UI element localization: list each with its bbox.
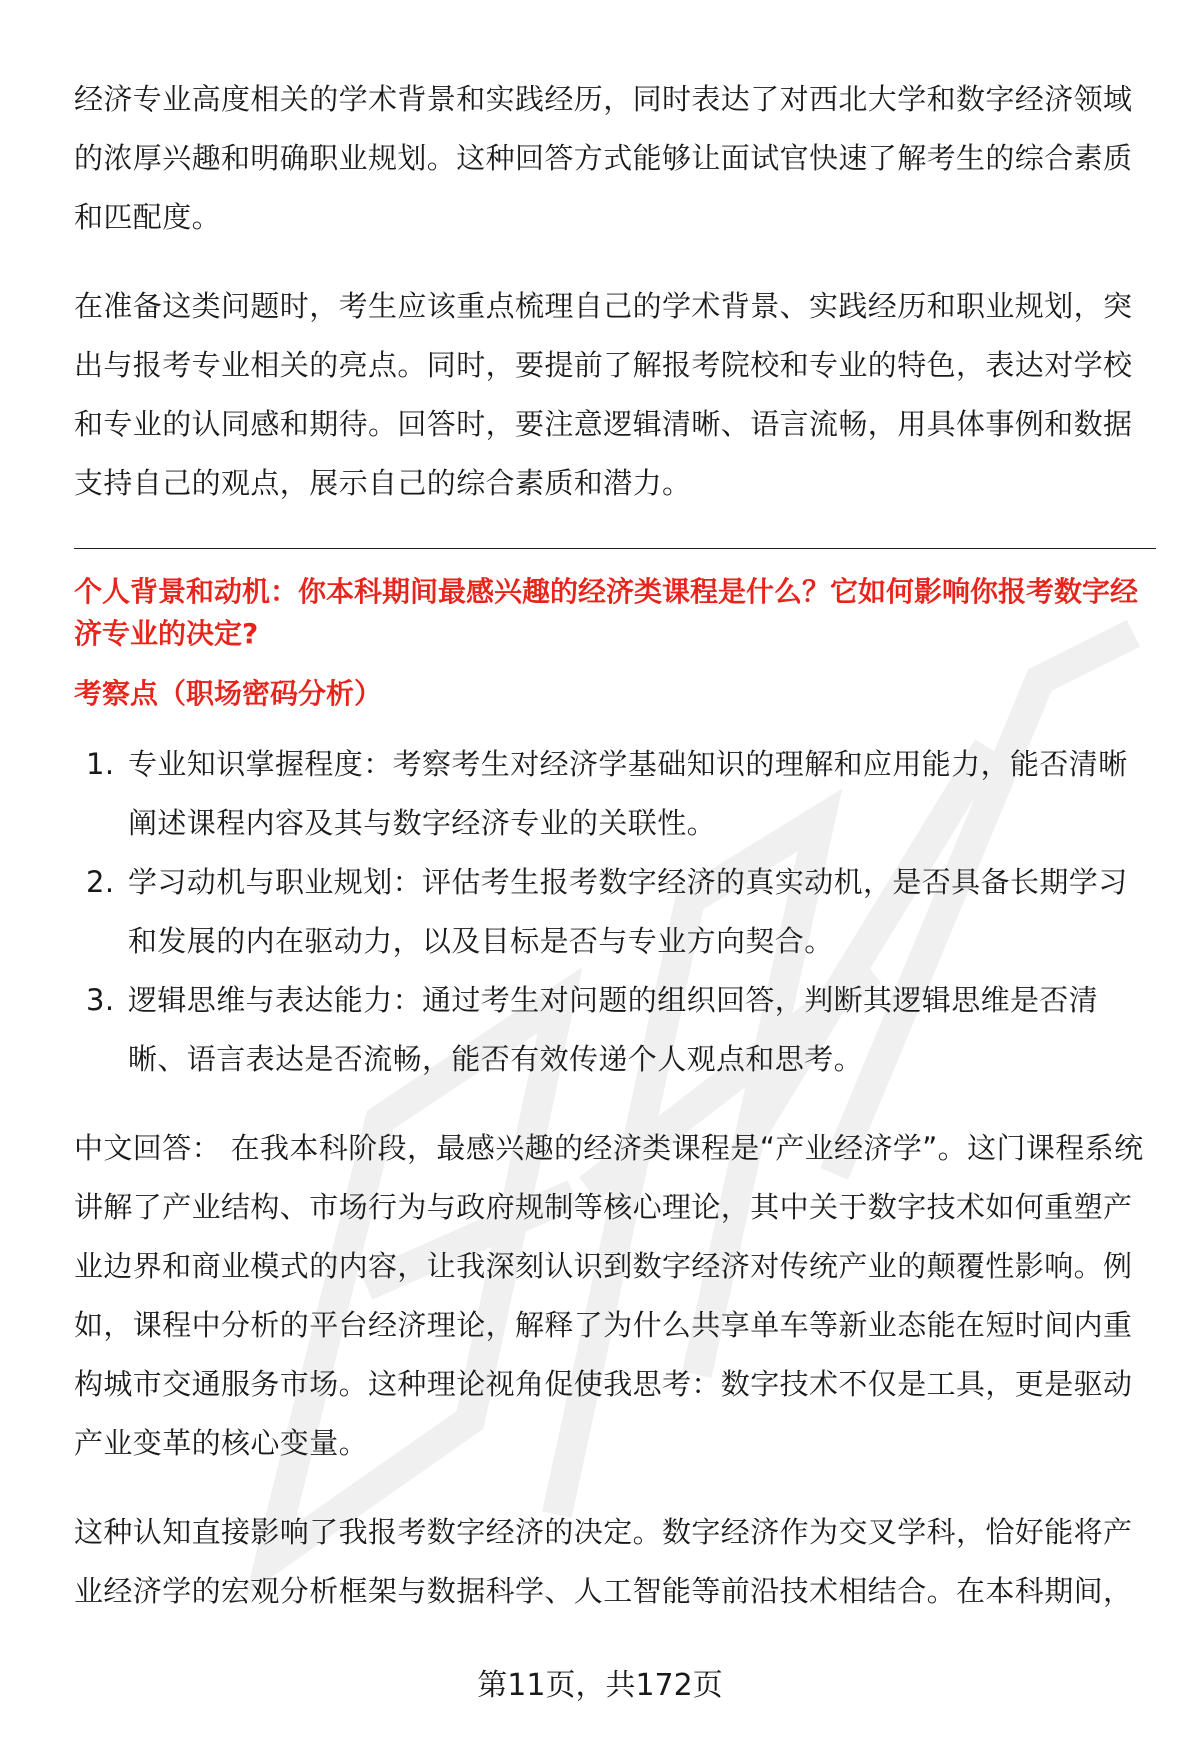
analysis-points-list xyxy=(74,735,1154,1089)
answer-paragraph-2: 这种认知直接影响了我报考数字经济的决定。数字经济作为交叉学科，恰好能将产业经济学的宏观分析框架与数据科学、人工智能等前沿技术相结合。在本科期间， xyxy=(74,1515,1133,1608)
list-item-number: 2. xyxy=(86,865,115,899)
list-item-text: 专业知识掌握程度：考察考生对经济学基础知识的理解和应用能力，能否清晰阐述课程内容及其与数字经济专业的关联性。 xyxy=(128,747,1128,840)
section-divider xyxy=(74,548,1156,549)
answer-paragraph-1: 中文回答： 在我本科阶段，最感兴趣的经济类课程是“产业经济学”。这门课程系统讲解了产业结构、市场行为与政府规制等核心理论，其中关于数字技术如何重塑产业边界和商业模式的内容，让我深刻认识到数字经济对传统产业的颠覆性影响。例如，课程中分析的平台经济理论，解释了为什么共享单车等新业态能在短时间内重构城市交通服务市场。这种理论视角促使我思考：数字技术不仅是工具，更是驱动产业变革的核心变量。 xyxy=(74,1131,1144,1460)
analysis-subheading: 考察点（职场密码分析） xyxy=(74,677,383,710)
list-item-number: 1. xyxy=(86,747,115,781)
list-item-number: 3. xyxy=(86,983,115,1017)
list-item-text: 学习动机与职业规划：评估考生报考数字经济的真实动机，是否具备长期学习和发展的内在驱动力，以及目标是否与专业方向契合。 xyxy=(128,865,1128,958)
paragraph-top-1: 经济专业高度相关的学术背景和实践经历，同时表达了对西北大学和数字经济领域的浓厚兴趣和明确职业规划。这种回答方式能够让面试官快速了解考生的综合素质和匹配度。 xyxy=(74,82,1133,234)
list-item xyxy=(74,735,1154,853)
list-item xyxy=(74,853,1154,971)
question-heading: 个人背景和动机：你本科期间最感兴趣的经济类课程是什么？它如何影响你报考数字经济专业的决定? xyxy=(74,575,1139,650)
page-number-footer: 第11页，共172页 xyxy=(477,1668,723,1703)
list-item xyxy=(74,971,1154,1089)
list-item-text: 逻辑思维与表达能力：通过考生对问题的组织回答，判断其逻辑思维是否清晰、语言表达是否流畅，能否有效传递个人观点和思考。 xyxy=(128,983,1099,1076)
paragraph-top-2: 在准备这类问题时，考生应该重点梳理自己的学术背景、实践经历和职业规划，突出与报考专业相关的亮点。同时，要提前了解报考院校和专业的特色，表达对学校和专业的认同感和期待。回答时，要注意逻辑清晰、语言流畅，用具体事例和数据支持自己的观点，展示自己的综合素质和潜力。 xyxy=(74,289,1133,500)
document-body xyxy=(74,70,1154,1621)
